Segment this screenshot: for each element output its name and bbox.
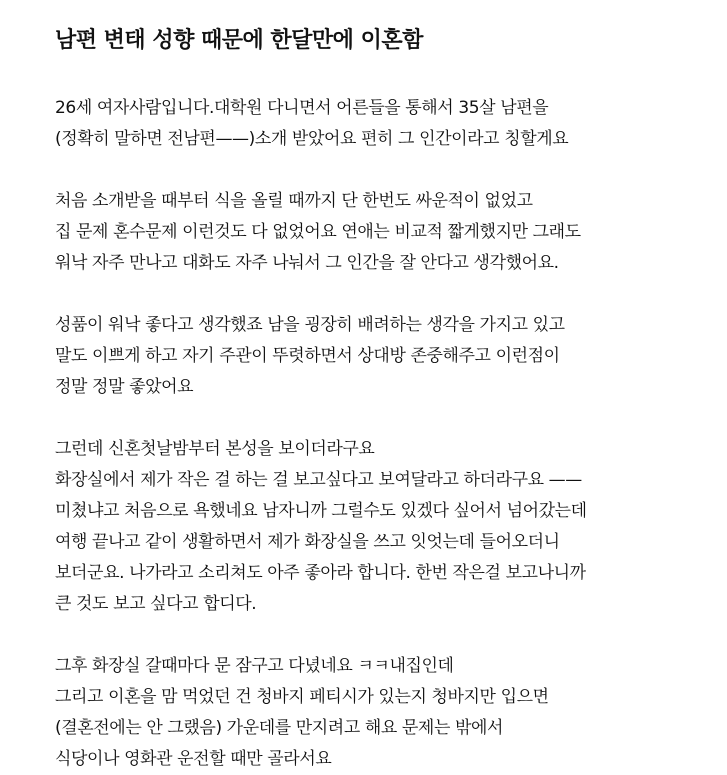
text-line: 워낙 자주 만나고 대화도 자주 나눠서 그 인간을 잘 안다고 생각했어요. [55,253,559,273]
paragraph-1 [55,93,727,155]
text-line: 처음 소개받을 때부터 식을 올릴 때까지 단 한번도 싸운적이 없었고 [55,191,533,211]
text-line: 여행 끝나고 같이 생활하면서 제가 화장실을 쓰고 잇엇는데 들어오더니 [55,532,560,552]
text-line: 미쳤냐고 처음으로 욕했네요 남자니까 그럴수도 있겠다 싶어서 넘어갔는데 [55,501,587,521]
post-title: 남편 변태 성향 때문에 한달만에 이혼함 [55,28,423,53]
paragraph-3 [55,310,727,403]
text-line: (정확히 말하면 전남편——)소개 받았어요 편히 그 인간이라고 칭할게요 [55,129,569,149]
text-line: 성품이 워낙 좋다고 생각했죠 남을 굉장히 배려하는 생각을 가지고 있고 [55,315,565,335]
text-line: 말도 이쁘게 하고 자기 주관이 뚜렷하면서 상대방 존중해주고 이런점이 [55,346,560,366]
text-line: 보더군요. 나가라고 소리쳐도 아주 좋아라 합니다. 한번 작은걸 보고나니까 [55,563,586,583]
text-line: 정말 정말 좋았어요 [55,377,194,397]
paragraph-4 [55,434,727,620]
text-line: 화장실에서 제가 작은 걸 하는 걸 보고싶다고 보여달라고 하더라구요 —— [55,470,582,490]
paragraph-2 [55,186,727,279]
text-line: (결혼전에는 안 그랬음) 가운데를 만지려고 해요 문제는 밖에서 [55,718,504,738]
text-line: 그리고 이혼을 맘 먹었던 건 청바지 페티시가 있는지 청바지만 입으면 [55,687,549,707]
text-line: 그후 화장실 갈때마다 문 잠구고 다녔네요 ㅋㅋ내집인데 [55,656,454,676]
text-line: 그런데 신혼첫날밤부터 본성을 보이더라구요 [55,439,375,459]
text-line: 26세 여자사람입니다.대학원 다니면서 어른들을 통해서 35살 남편을 [55,98,549,118]
text-line: 식당이나 영화관 운전할 때만 골라서요 [55,749,332,769]
paragraph-5 [55,651,727,775]
text-line: 큰 것도 보고 싶다고 합디다. [55,594,257,614]
text-line: 집 문제 혼수문제 이런것도 다 없었어요 연애는 비교적 짧게했지만 그래도 [55,222,581,242]
